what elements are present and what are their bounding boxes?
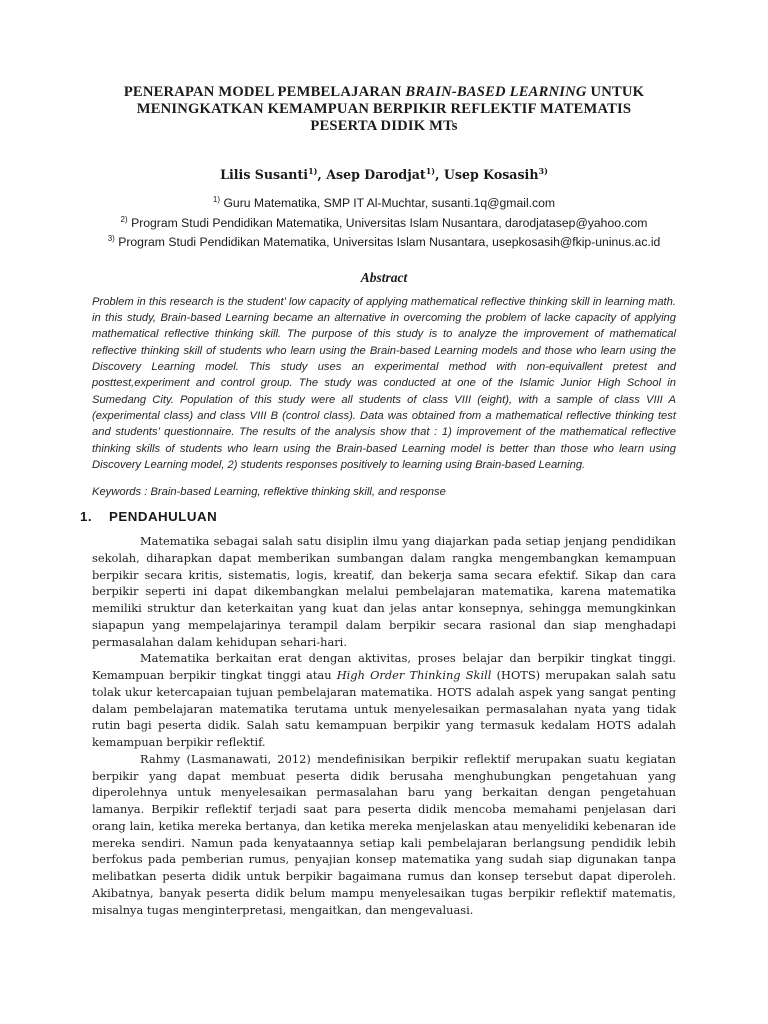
affiliation-1 xyxy=(92,192,676,212)
title-line1 xyxy=(124,84,644,100)
affiliation-1-text: Guru Matematika, SMP IT Al-Muchtar, susanti.1q@gmail.com xyxy=(223,196,556,211)
paragraph-2 xyxy=(92,650,676,751)
paragraph-2-part-a: Matematika berkaitan erat dengan aktivitas, proses belajar dan berpikir tingkat tinggi. Kemampuan berpikir tingkat tinggi atau xyxy=(92,651,676,683)
author-2-sup: 1) xyxy=(425,166,436,176)
affiliation-2-sup: 2) xyxy=(120,214,128,224)
paragraph-3: Rahmy (Lasmanawati, 2012) mendefinisikan berpikir reflektif merupakan suatu kegiatan berpikir yang dapat membuat peserta didik berusaha menghubungkan pengetahuan yang diperolehnya untuk menyelesaikan permasalahan baru yang berkaitan dengan pengetahuan lamanya. Berpikir reflektif terjadi saat para peserta didik mencoba memahami penjelasan dari orang lain, ketika mereka bertanya, dan ketika mereka menjelaskan atau menyelidiki kebenaran ide mereka sendiri. Namun pada kenyataannya setiap kali pembelajaran berlangsung pendidik lebih berfokus pada pemberian rumus, penyajian konsep matematika yang sudah siap digunakan tanpa melibatkan peserta didik untuk berpikir bagaimana rumus dan konsep tersebut dapat diperoleh. Akibatnya, banyak peserta didik belum mampu menyelesaikan tugas berpikir reflektif matematis, misalnya tugas menginterpretasi, mengaitkan, dan mengevaluasi. xyxy=(92,751,676,917)
affiliation-2 xyxy=(92,212,676,232)
abstract-text: Problem in this research is the student’ low capacity of applying mathematical reflective thinking skill in learning math. in this study, Brain-based Learning became an alternative in overcoming the problem of lacke capacity of applying mathematical reflective thinking skill. The purpose of this study is to analyze the improvement of mathematical reflective thinking skill of students who learn using the Brain-based Learning models and those who learn using the Discovery Learning model. This study uses an experimental method with non-equivallent pretest and posttest,experiment and control group. The study was conducted at one of the Islamic Junior High School in Sumedang City. Population of this study were all students of class VIII (eight), with a sample of class VIII A (experimental class) and class VIII B (control class). Data was obtained from a mathematical reflective thinking test and students’ questionnaire. The results of the analysis show that : 1) improvement of the mathematical reflective thinking skills of students who learn using the Brain-based Learning model is better than those who learn using Discovery Learning model, 2) students responses positively to learning using Brain-based Learning. xyxy=(92,295,676,471)
title-line1-part-b: UNTUK xyxy=(586,84,645,100)
body-text xyxy=(92,533,676,918)
affiliation-3-sup: 3) xyxy=(107,234,115,244)
title-line3: PESERTA DIDIK MTs xyxy=(310,118,458,134)
title-line1-italic: BRAIN-BASED LEARNING xyxy=(405,84,587,100)
affiliation-list xyxy=(92,192,676,251)
author-2: Asep Darodjat xyxy=(326,167,426,183)
paragraph-2-part-b: (HOTS) merupakan salah satu tolak ukur ketercapaian tujuan pembelajaran matematika. HOTS adalah aspek yang sangat penting dalam pembelajaran matematika terutama untuk menyelesaikan permasalahan nyata yang tidak rutin bagi peserta didik. Salah satu kemampuan berpikir yang termasuk kedalam HOTS adalah kemampuan berpikir reflektif. xyxy=(92,668,677,750)
affiliation-2-text: Program Studi Pendidikan Matematika, Universitas Islam Nusantara, darodjatasep@yahoo.com xyxy=(131,215,648,230)
author-1: Lilis Susanti xyxy=(220,167,309,183)
title-line2: MENINGKATKAN KEMAMPUAN BERPIKIR REFLEKTIF MATEMATIS xyxy=(136,101,632,117)
author-3: Usep Kosasih xyxy=(443,167,539,183)
affiliation-1-sup: 1) xyxy=(212,195,221,205)
abstract-heading: Abstract xyxy=(360,269,408,285)
paragraph-2-italic: High Order Thinking Skill xyxy=(336,668,492,683)
section-title: PENDAHULUAN xyxy=(109,509,218,525)
author-3-sup: 3) xyxy=(538,166,548,176)
section-heading xyxy=(80,509,676,525)
title-line1-part-a: PENERAPAN MODEL PEMBELAJARAN xyxy=(123,84,406,100)
author-list: Lilis Susanti$^{1)}$, Asep Darodjat$^{1)}$, Usep Kosasih$^{3)}$ xyxy=(220,166,548,183)
author-1-sup: 1) xyxy=(308,166,318,176)
paper-title xyxy=(92,84,676,135)
keywords: Keywords : Brain-based Learning, reflektive thinking skill, and response xyxy=(92,486,446,499)
section-number: 1. xyxy=(80,509,93,525)
affiliation-3-text: Program Studi Pendidikan Matematika, Universitas Islam Nusantara, usepkosasih@fkip-uninus.ac.id xyxy=(118,235,661,250)
paragraph-1: Matematika sebagai salah satu disiplin ilmu yang diajarkan pada setiap jenjang pendidikan sekolah, diharapkan dapat memberikan sumbangan dalam rangka mengembangkan kemampuan berpikir secara kritis, sistematis, logis, kreatif, dan bekerja sama secara efektif. Sikap dan cara berpikir seperti ini dapat dikembangkan melalui pembelajaran matematika, karena matematika memiliki struktur dan keterkaitan yang kuat dan jelas antar konsepnya, sehingga memungkinkan siapapun yang mempelajarinya terampil dalam berpikir secara rasional dan siap menghadapi permasalahan dalam kehidupan sehari-hari. xyxy=(92,534,676,649)
affiliation-3 xyxy=(92,231,676,251)
